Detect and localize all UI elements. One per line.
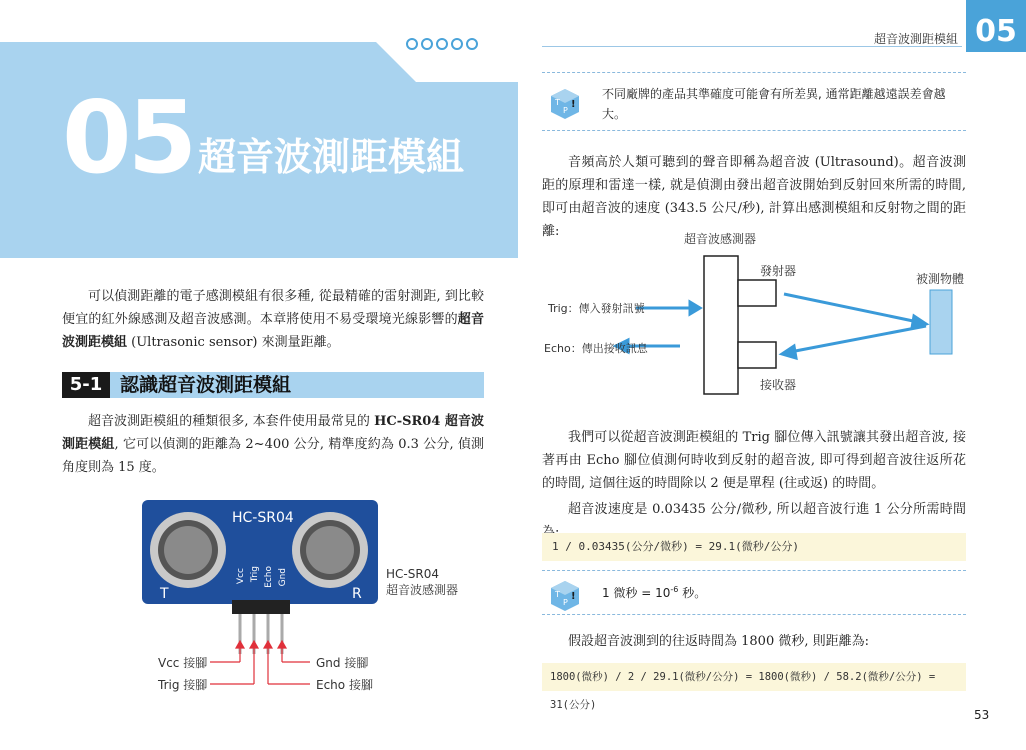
decor-dot (421, 38, 433, 50)
section-title: 認識超音波測距模組 (120, 374, 292, 396)
tip-rule-top (542, 72, 966, 73)
receiver-label: 接收器 (760, 378, 797, 392)
running-header: 超音波測距模組 (874, 32, 959, 46)
formula-box-1: 1 / 0.03435(公分/微秒) = 29.1(微秒/公分) (542, 533, 966, 561)
diagram-title: 超音波感測器 (684, 232, 757, 246)
decor-dot (406, 38, 418, 50)
pin-print-vcc: Vcc (236, 568, 246, 585)
pin-label-gnd: Gnd 接腳 (316, 656, 369, 670)
decor-dot (466, 38, 478, 50)
trig-label: Trig：傳入發射訊號 (548, 302, 645, 315)
speed-paragraph: 超音波速度是 0.03435 公分/微秒, 所以超音波行進 1 公分所需時間 (568, 502, 966, 517)
intro-paragraph: 可以偵測距離的電子感測模組有很多種, 從最精確的雷射測距, 到比較便宜的紅外線感測及超音波感測。本章將使用不易受環境光線影響的超音波測距模組 (Ultrasonic sensor) 來測量距離。 (62, 289, 484, 350)
tip2-rule-top (542, 570, 966, 571)
ultrasonic-diagram (542, 250, 966, 400)
pin-print-echo: Echo (264, 566, 274, 588)
pin-label-vcc: Vcc 接腳 (158, 656, 208, 670)
svg-text:P: P (563, 598, 568, 607)
chapter-tab-number: 05 (975, 14, 1017, 49)
board-corner-r: R (352, 586, 362, 602)
ultrasound-paragraph: 音頻高於人類可聽到的聲音即稱為超音波 (Ultrasound)。超音波測距的原理和雷達一樣, 就是偵測由發出超音波開始到反射回來所需的時間, 即可由超音波的速度 (343.5 公尺/秒), 計算出感測模組和反射物之間的距離: (542, 155, 966, 239)
decor-dot (436, 38, 448, 50)
tip-icon (550, 580, 580, 612)
pin-callout-lines (210, 640, 320, 696)
pin-label-trig: Trig 接腳 (158, 678, 208, 692)
section-paragraph: 超音波測距模組的種類很多, 本套件使用最常見的 HC-SR04 超音波測距模組, 它可以偵測的距離為 2~400 公分, 精準度約為 0.3 公分, 偵測角度則為 15 度。 (62, 414, 484, 475)
intro-emphasis: 超音波測距模組 (62, 312, 484, 350)
svg-text:T: T (555, 98, 560, 107)
section-number: 5-1 (62, 372, 110, 398)
tip2-text: 1 微秒 = $10^{-6}$ 秒。 (602, 585, 707, 600)
pin-print-gnd: Gnd (278, 568, 288, 587)
board-corner-t: T (160, 586, 169, 602)
page-number: 53 (974, 708, 990, 722)
chapter-title: 超音波測距模組 (198, 135, 465, 179)
svg-text:T: T (555, 590, 560, 599)
chapter-number: 05 (62, 79, 194, 196)
distance-paragraph: 假設超音波測到的往返時間為 1800 微秒, 則距離為: (568, 634, 869, 649)
target-label: 被測物體 (916, 272, 965, 286)
emitter-label: 發射器 (760, 264, 797, 278)
pin-label-echo: Echo 接腳 (316, 678, 373, 692)
svg-text:P: P (563, 106, 568, 115)
trig-echo-paragraph: 我們可以從超音波測距模組的 Trig 腳位傳入訊號讓其發出超音波, 接著再由 Echo 腳位偵測何時收到反射的超音波, 即可得到超音波往返所花的時間, 這個往返的時間除以 2 便是單程 (往或返) 的時間。 (542, 430, 966, 491)
banner-notch (376, 42, 518, 82)
tip1-text: 不同廠牌的產品其準確度可能會有所差異, 通常距離越遠誤差會越大。 (602, 87, 946, 121)
pin-print-trig: Trig (250, 566, 260, 583)
svg-text:!: ! (571, 99, 576, 110)
tip2-rule-bottom (542, 614, 966, 615)
module-caption: HC-SR04 超音波感測器 (386, 567, 459, 597)
tip-rule-bottom (542, 130, 966, 131)
echo-label: Echo：傳出接收訊息 (544, 342, 648, 355)
decor-dot (451, 38, 463, 50)
board-label: HC-SR04 (232, 510, 294, 526)
tip-icon (550, 88, 580, 120)
svg-text:!: ! (571, 591, 576, 602)
formula-box-2: 1800(微秒) / 2 / 29.1(微秒/公分) = 1800(微秒) / 58.2(微秒/公分) = 31(公分) (542, 663, 966, 691)
module-emphasis: HC-SR04 超音波測距模組 (62, 414, 484, 452)
